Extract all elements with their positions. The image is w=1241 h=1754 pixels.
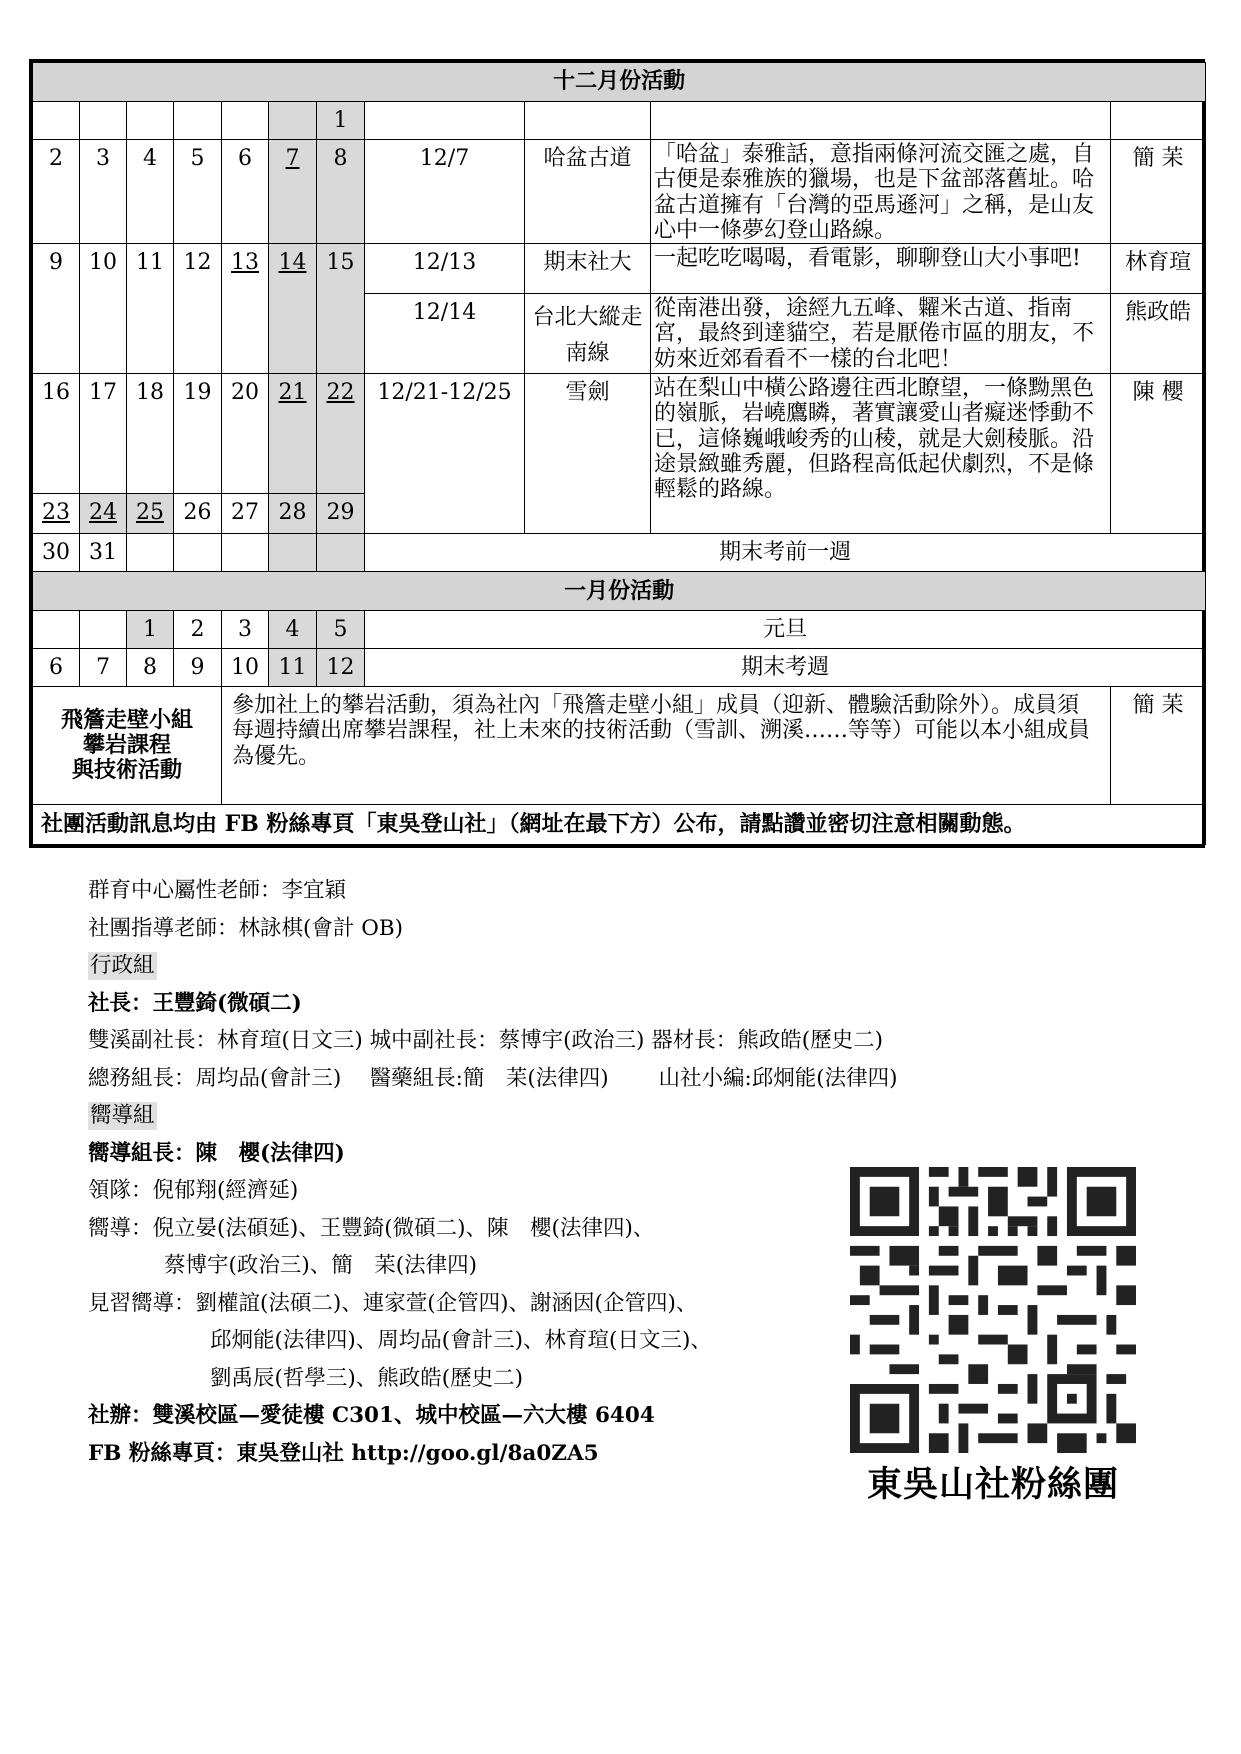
day-number: 25	[136, 500, 164, 526]
leader-cell: 簡 苿	[1111, 687, 1206, 805]
day-cell: 12	[174, 244, 222, 374]
day-cell: 20	[222, 374, 269, 494]
admin-section-label: 行政組	[90, 953, 155, 978]
day-cell: 3	[80, 140, 127, 244]
january-header: 一月份活動	[33, 572, 1206, 611]
team-leader-line: 領隊：倪郁翔(經濟延)	[88, 1178, 299, 1203]
date-cell: 12/14	[365, 294, 525, 374]
admin-line: 雙溪副社長：林育瑄(日文三) 城中副社長：蔡博宇(政治三) 器材長：熊政皓(歷史二)	[88, 1028, 883, 1053]
day-cell: 11	[127, 244, 174, 374]
qr-code-block	[850, 1167, 1136, 1507]
day-cell	[269, 140, 317, 244]
day-cell: 1	[317, 102, 365, 140]
day-cell: 9	[174, 649, 222, 687]
climbing-title-line: 與技術活動	[71, 757, 182, 784]
day-cell: 7	[80, 649, 127, 687]
day-cell	[317, 374, 365, 494]
desc-cell: 從南港出發，途經九五峰、糶米古道、指南宮，最終到達貓空，若是厭倦市區的朋友，不妨來近郊看看不一樣的台北吧！	[651, 294, 1111, 374]
day-cell: 8	[317, 140, 365, 244]
day-cell	[222, 102, 269, 140]
activity-cell	[525, 102, 651, 140]
day-cell: 15	[317, 244, 365, 374]
day-cell	[80, 494, 127, 534]
day-cell: 12	[317, 649, 365, 687]
trainees-line: 見習嚮導：劉權誼(法碩二)、連家萱(企管四)、謝涵因(企管四)、	[88, 1290, 698, 1316]
day-cell: 18	[127, 374, 174, 494]
desc-cell	[651, 102, 1111, 140]
day-cell	[33, 102, 80, 140]
day-cell	[127, 102, 174, 140]
day-cell	[80, 102, 127, 140]
climbing-rules: 參加社上的攀岩活動，須為社內「飛簷走壁小組」成員（迎新、體驗活動除外）。成員須每週持續出席攀岩課程，社上未來的技術活動（雪訓、溯溪……等等）可能以本小組成員為優先。	[222, 687, 1111, 805]
guide-head-line: 嚮導組長：陳 櫻(法律四)	[88, 1140, 345, 1166]
climbing-group-title	[33, 687, 222, 805]
climbing-title-line: 攀岩課程	[82, 732, 171, 759]
day-cell: 5	[174, 140, 222, 244]
activity-calendar	[29, 59, 1205, 848]
day-cell	[174, 102, 222, 140]
day-cell	[317, 534, 365, 572]
day-cell	[269, 534, 317, 572]
activity-cell: 期末社大	[525, 244, 651, 294]
qr-caption: 東吳山社粉絲團	[866, 1465, 1119, 1505]
date-cell: 12/21-12/25	[365, 374, 525, 534]
day-cell: 29	[317, 494, 365, 534]
section-row	[88, 1097, 848, 1135]
activity-cell: 台北大縱走南線	[525, 294, 651, 374]
day-number: 24	[89, 500, 117, 526]
advisor-line: 社團指導老師：林詠棋(會計 OB)	[88, 915, 404, 941]
week-note: 期末考週	[365, 649, 1206, 687]
leader-cell	[1111, 102, 1206, 140]
leader-cell: 熊政皓	[1111, 294, 1206, 374]
day-cell	[127, 494, 174, 534]
day-cell	[222, 534, 269, 572]
day-cell	[80, 611, 127, 649]
day-cell: 9	[33, 244, 80, 374]
day-cell: 3	[222, 611, 269, 649]
day-cell: 10	[222, 649, 269, 687]
day-cell: 17	[80, 374, 127, 494]
day-cell	[269, 102, 317, 140]
day-cell: 6	[222, 140, 269, 244]
day-cell	[33, 611, 80, 649]
day-cell	[33, 494, 80, 534]
advisor-line: 群育中心屬性老師：李宜穎	[88, 878, 347, 903]
day-number: 7	[285, 146, 300, 171]
climbing-title-line: 飛簷走壁小組	[60, 706, 193, 733]
date-cell: 12/13	[365, 244, 525, 294]
day-number: 22	[326, 380, 355, 406]
day-cell: 4	[269, 611, 317, 649]
day-cell	[222, 244, 269, 374]
day-number: 21	[278, 380, 307, 406]
day-cell	[127, 534, 174, 572]
day-number: 14	[278, 250, 307, 276]
guides-line: 嚮導：倪立晏(法碩延)、王豐錡(微碩二)、陳 櫻(法律四)、	[88, 1215, 655, 1241]
day-cell: 2	[33, 140, 80, 244]
day-cell: 19	[174, 374, 222, 494]
day-cell: 11	[269, 649, 317, 687]
leader-cell: 陳 櫻	[1111, 374, 1206, 534]
week-note: 元旦	[365, 611, 1206, 649]
admin-line: 總務組長：周均品(會計三) 醫藥組長:簡 苿(法律四) 山社小編:邱炯能(法律四)	[88, 1065, 898, 1091]
fb-notice-banner: 社團活動訊息均由 FB 粉絲專頁「東吳登山社」（網址在最下方）公布，請點讚並密切注意相關動態。	[33, 805, 1206, 845]
day-cell: 1	[127, 611, 174, 649]
calendar-table	[32, 62, 1206, 845]
day-number: 23	[42, 500, 70, 526]
day-cell	[174, 534, 222, 572]
guide-section-label: 嚮導組	[90, 1103, 155, 1128]
trainees-line: 劉禹辰(哲學三)、熊政皓(歷史二)	[210, 1365, 524, 1391]
week-note: 期末考前一週	[365, 534, 1206, 572]
day-cell	[269, 374, 317, 494]
day-cell: 26	[174, 494, 222, 534]
december-header: 十二月份活動	[33, 63, 1206, 102]
date-cell: 12/7	[365, 140, 525, 244]
day-cell: 5	[317, 611, 365, 649]
date-cell	[365, 102, 525, 140]
leader-cell: 簡 苿	[1111, 140, 1206, 244]
day-cell: 8	[127, 649, 174, 687]
section-row	[88, 947, 848, 985]
day-cell	[269, 244, 317, 374]
trainees-line: 邱炯能(法律四)、周均品(會計三)、林育瑄(日文三)、	[210, 1328, 712, 1353]
office-line: 社辦：雙溪校區—愛徒樓 C301、城中校區—六大樓 6404	[88, 1403, 655, 1428]
fb-page-line: FB 粉絲專頁：東吳登山社 http://goo.gl/8a0ZA5	[88, 1440, 599, 1466]
day-cell: 27	[222, 494, 269, 534]
day-cell: 16	[33, 374, 80, 494]
day-cell: 2	[174, 611, 222, 649]
day-cell: 31	[80, 534, 127, 572]
day-cell: 10	[80, 244, 127, 374]
leader-cell: 林育瑄	[1111, 244, 1206, 294]
day-cell: 4	[127, 140, 174, 244]
day-cell: 28	[269, 494, 317, 534]
desc-cell: 一起吃吃喝喝，看電影，聊聊登山大小事吧!	[651, 244, 1111, 294]
activity-cell: 雪劍	[525, 374, 651, 534]
activity-cell: 哈盆古道	[525, 140, 651, 244]
club-info	[88, 872, 898, 1472]
desc-cell: 「哈盆」泰雅話，意指兩條河流交匯之處，自古便是泰雅族的獵場，也是下盆部落舊址。哈盆古道擁有「台灣的亞馬遜河」之稱，是山友心中一條夢幻登山路線。	[651, 140, 1111, 244]
day-number: 13	[231, 250, 259, 276]
president-line: 社長：王豐錡(微碩二)	[88, 990, 302, 1016]
day-cell: 6	[33, 649, 80, 687]
desc-cell: 站在梨山中橫公路邊往西北瞭望，一條黝黑色的嶺脈，岩嶢鷹瞵，著實讓愛山者癡迷悸動不已，這條巍峨峻秀的山稜，就是大劍稜脈。沿途景緻雖秀麗，但路程高低起伏劇烈，不是條輕鬆的路線。	[651, 374, 1111, 534]
guides-line: 蔡博宇(政治三)、簡 苿(法律四)	[164, 1253, 478, 1278]
day-cell: 30	[33, 534, 80, 572]
qr-code-icon	[850, 1167, 1136, 1453]
